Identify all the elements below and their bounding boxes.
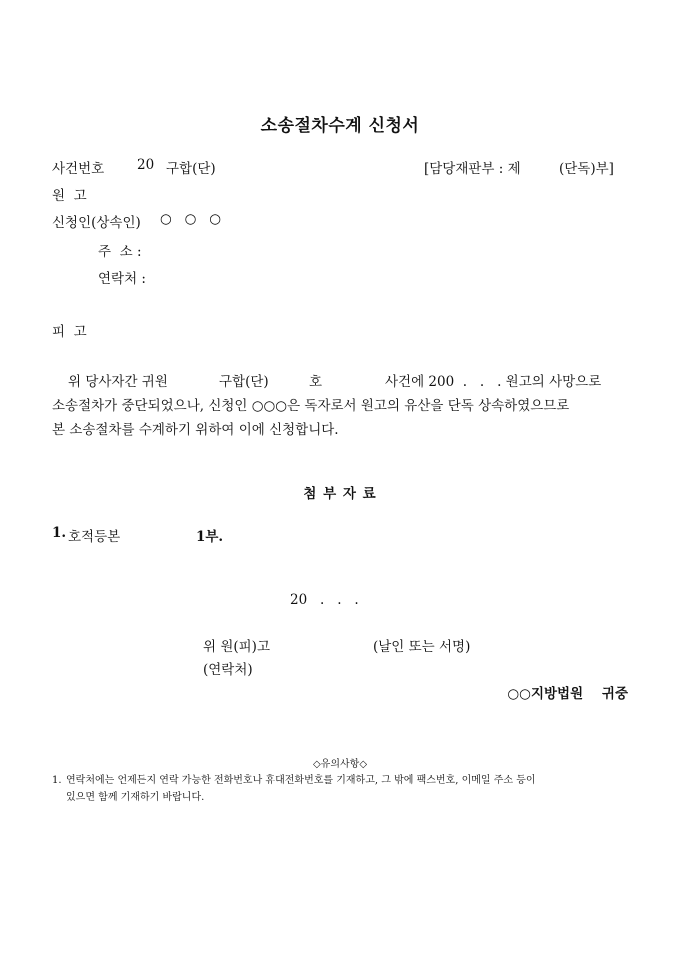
attachment-count: 1부. — [196, 529, 224, 545]
signer-contact: (연락처) — [203, 662, 253, 678]
body-line1-b: 구합(단) — [219, 374, 269, 390]
division-label: [담당재판부 : 제 — [424, 161, 521, 177]
document-title: 소송절차수계 신청서 — [260, 116, 420, 136]
notes-title: ◇유의사항◇ — [312, 759, 368, 770]
attachments-title: 첨 부 자 료 — [303, 486, 377, 502]
note-line2: 있으면 함께 기재하기 바랍니다. — [66, 792, 205, 803]
division-suffix: (단독)부] — [559, 161, 614, 177]
signer-role: 위 원(피)고 — [203, 639, 270, 655]
case-type: 구합(단) — [166, 161, 216, 177]
body-line1-c: 호 — [309, 374, 323, 390]
note-item — [52, 772, 642, 806]
case-number-label: 사건번호 — [52, 161, 105, 177]
court-name: ○○지방법원 귀중 — [507, 686, 628, 702]
address-label: 주 소 : — [98, 244, 142, 260]
body-line3: 본 소송절차를 수계하기 위하여 이에 신청합니다. — [52, 422, 339, 438]
seal-or-signature: (날인 또는 서명) — [373, 639, 471, 655]
case-year: 20 — [137, 157, 155, 173]
body-line1-d: 사건에 200 . . . 원고의 사망으로 — [385, 374, 602, 390]
plaintiff-label: 원 고 — [52, 188, 87, 204]
attachment-number: 1. — [52, 525, 67, 541]
date-line: 20 . . . — [290, 592, 359, 608]
contact-label: 연락처 : — [98, 271, 146, 287]
note-line1: 연락처에는 언제든지 연락 가능한 전화번호나 휴대전화번호를 기재하고, 그 밖에 팩스번호, 이메일 주소 등이 — [66, 775, 536, 786]
note-number: 1. — [52, 775, 62, 786]
body-line2: 소송절차가 중단되었으나, 신청인 ○○○은 독자로서 원고의 유산을 단독 상속하였으므로 — [52, 398, 570, 414]
body-line1-a: 위 당사자간 귀원 — [68, 374, 168, 390]
attachment-name: 호적등본 — [68, 529, 121, 545]
applicant-label: 신청인(상속인) — [52, 215, 141, 231]
defendant-label: 피 고 — [52, 324, 87, 340]
applicant-name: ○ ○ ○ — [160, 211, 222, 227]
